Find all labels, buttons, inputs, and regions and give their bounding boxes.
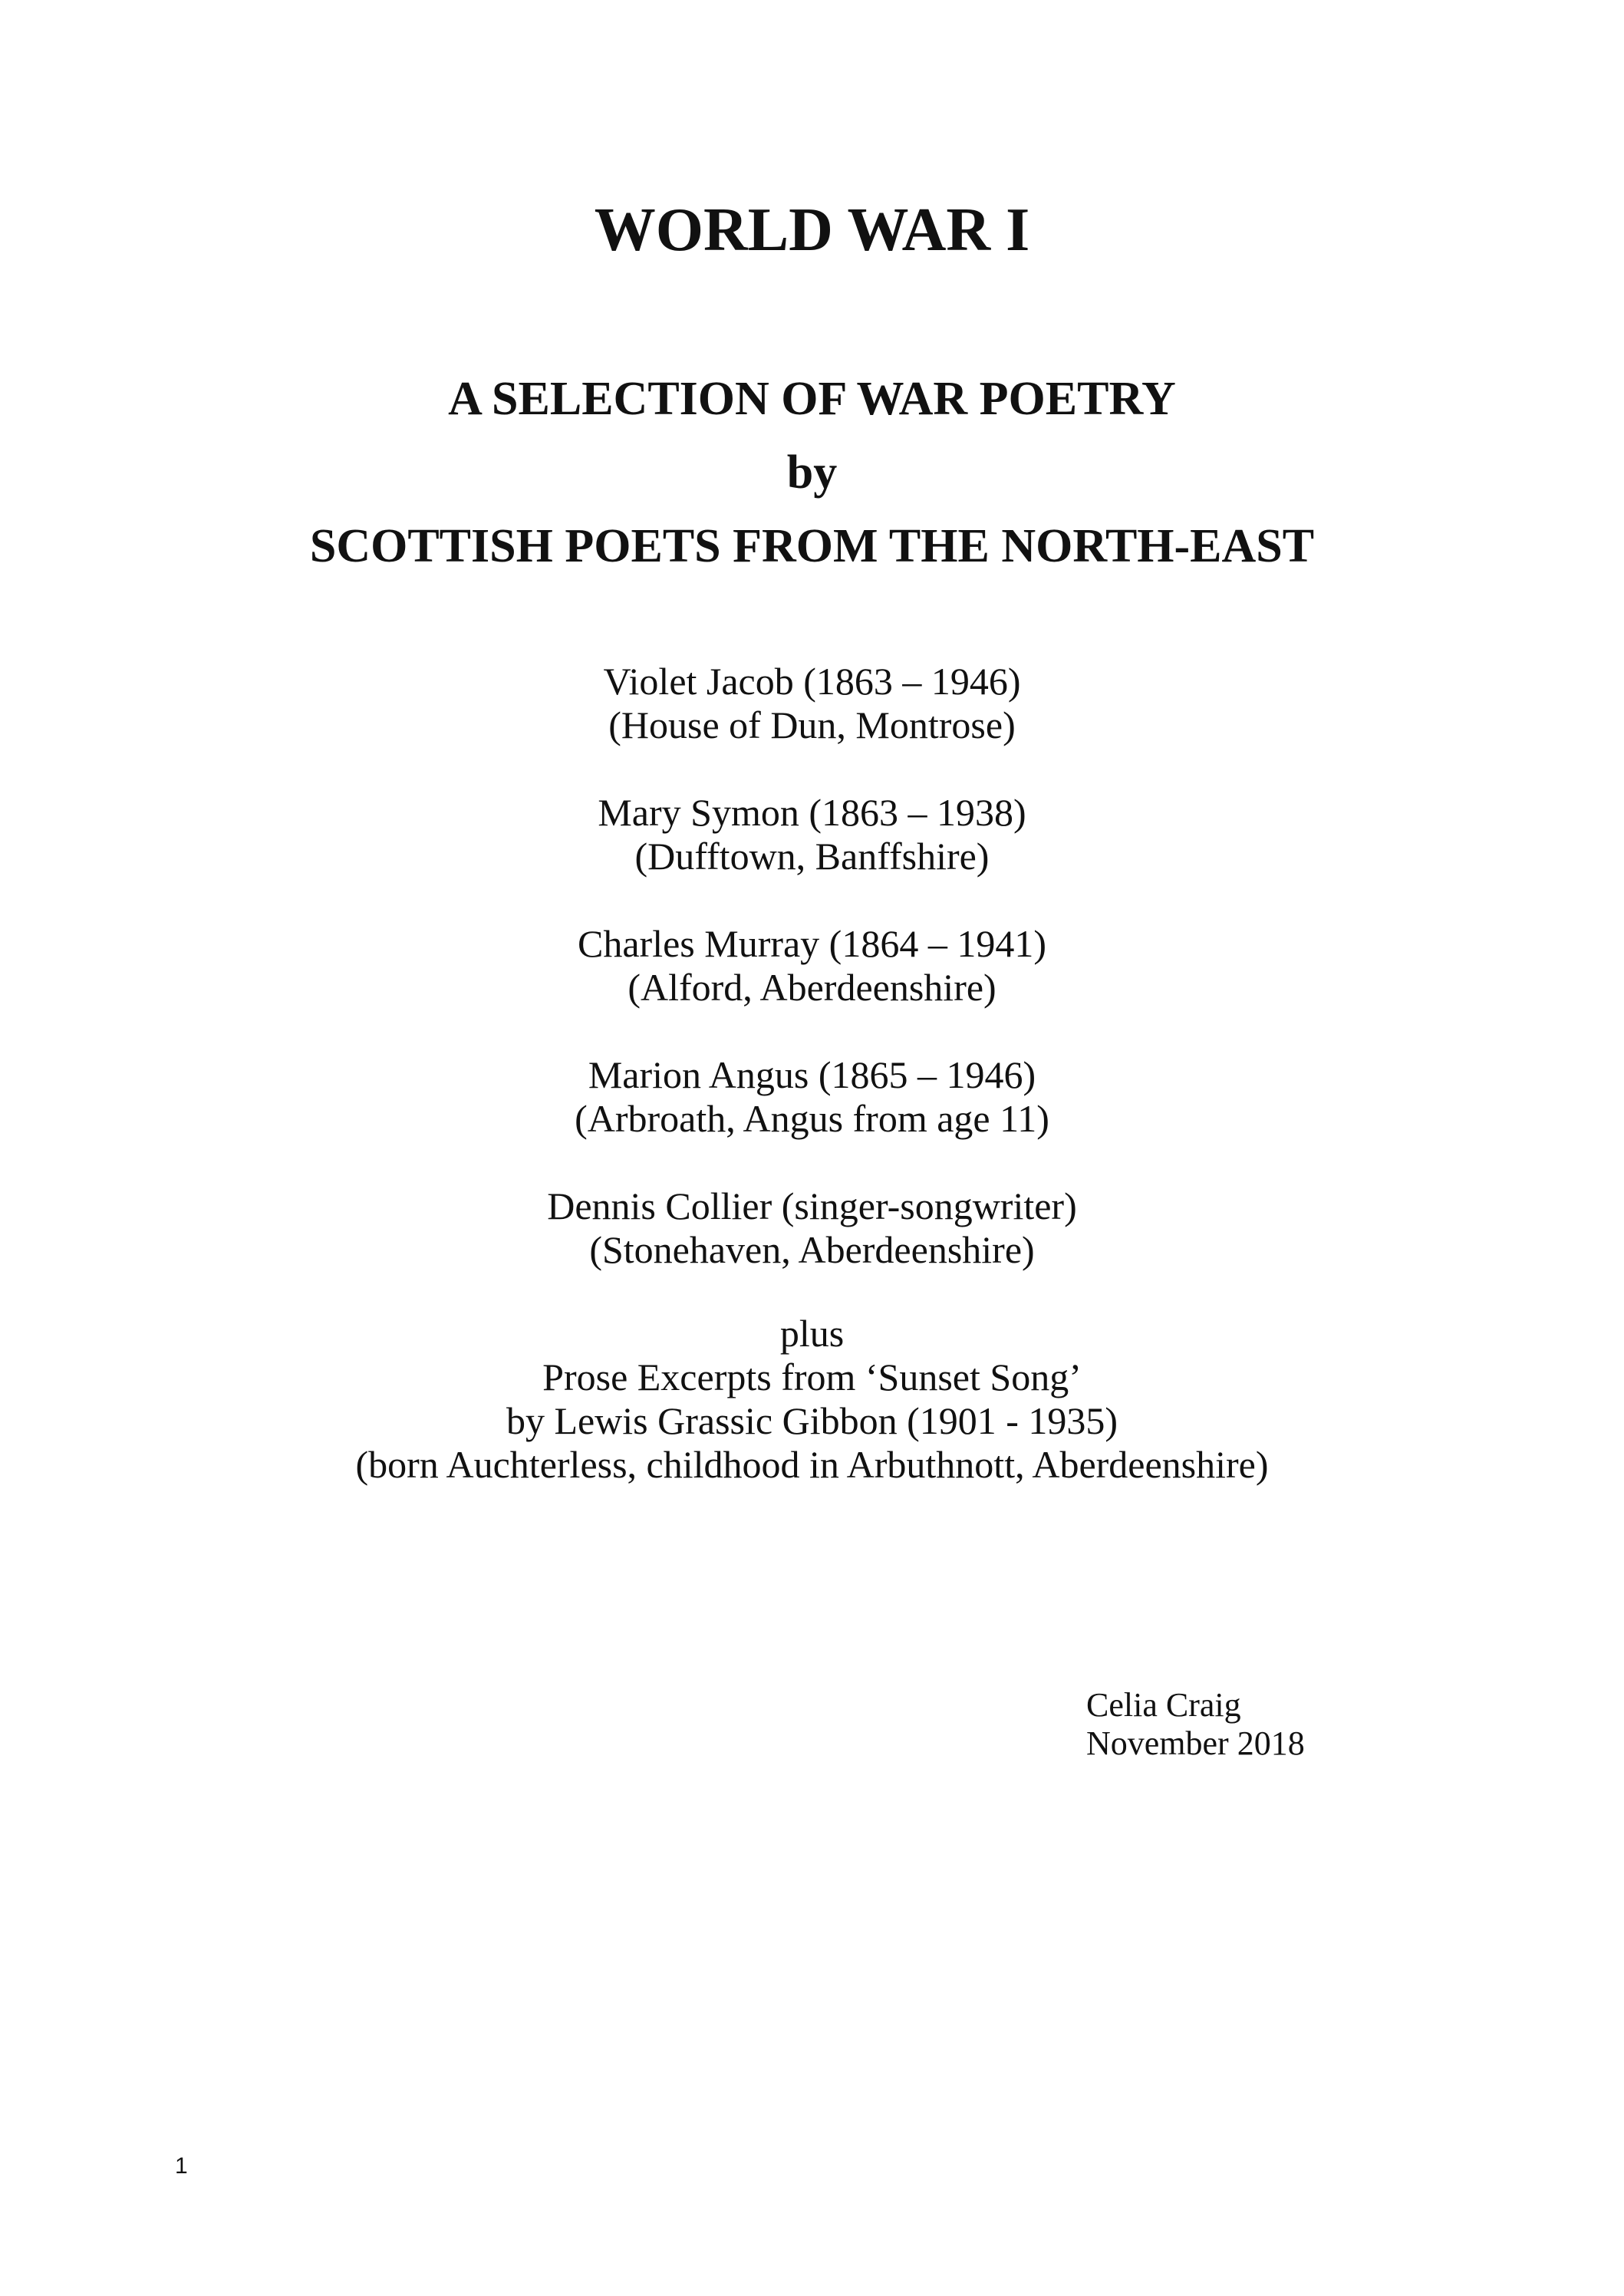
document-date: November 2018 (1086, 1724, 1305, 1762)
poet-place: (Alford, Aberdeenshire) (628, 966, 996, 1009)
poet-name: Violet Jacob (1863 – 1946) (603, 660, 1021, 703)
subtitle-line: SCOTTISH POETS FROM THE NORTH-EAST (309, 520, 1315, 572)
subtitle-line: A SELECTION OF WAR POETRY (448, 373, 1176, 425)
subtitle-block (0, 362, 1624, 583)
poet-entry (0, 1184, 1624, 1272)
author-name: Celia Craig (1086, 1686, 1241, 1724)
poet-list (0, 660, 1624, 1316)
poet-place: (Stonehaven, Aberdeenshire) (589, 1228, 1035, 1271)
prose-plus: plus (779, 1312, 845, 1355)
poet-entry (0, 791, 1624, 878)
poet-entry (0, 660, 1624, 747)
page-number: 1 (175, 2153, 188, 2179)
signature-block (1086, 1686, 1305, 1763)
subtitle-line: by (786, 446, 838, 499)
poet-name: Charles Murray (1864 – 1941) (578, 922, 1046, 965)
poet-name: Marion Angus (1865 – 1946) (588, 1053, 1036, 1096)
prose-line: (born Auchterless, childhood in Arbuthnott, Aberdeenshire) (355, 1443, 1269, 1486)
prose-line: by Lewis Grassic Gibbon (1901 - 1935) (506, 1399, 1118, 1442)
poet-name: Dennis Collier (singer-songwriter) (547, 1184, 1077, 1227)
poet-entry (0, 922, 1624, 1010)
poet-place: (House of Dun, Montrose) (608, 703, 1016, 746)
prose-section (0, 1312, 1624, 1487)
document-title: WORLD WAR I (594, 196, 1030, 264)
poet-name: Mary Symon (1863 – 1938) (598, 791, 1026, 834)
prose-line: Prose Excerpts from ‘Sunset Song’ (542, 1356, 1082, 1398)
poet-place: (Arbroath, Angus from age 11) (575, 1097, 1049, 1140)
poet-entry (0, 1053, 1624, 1141)
poet-place: (Dufftown, Banffshire) (634, 835, 990, 878)
